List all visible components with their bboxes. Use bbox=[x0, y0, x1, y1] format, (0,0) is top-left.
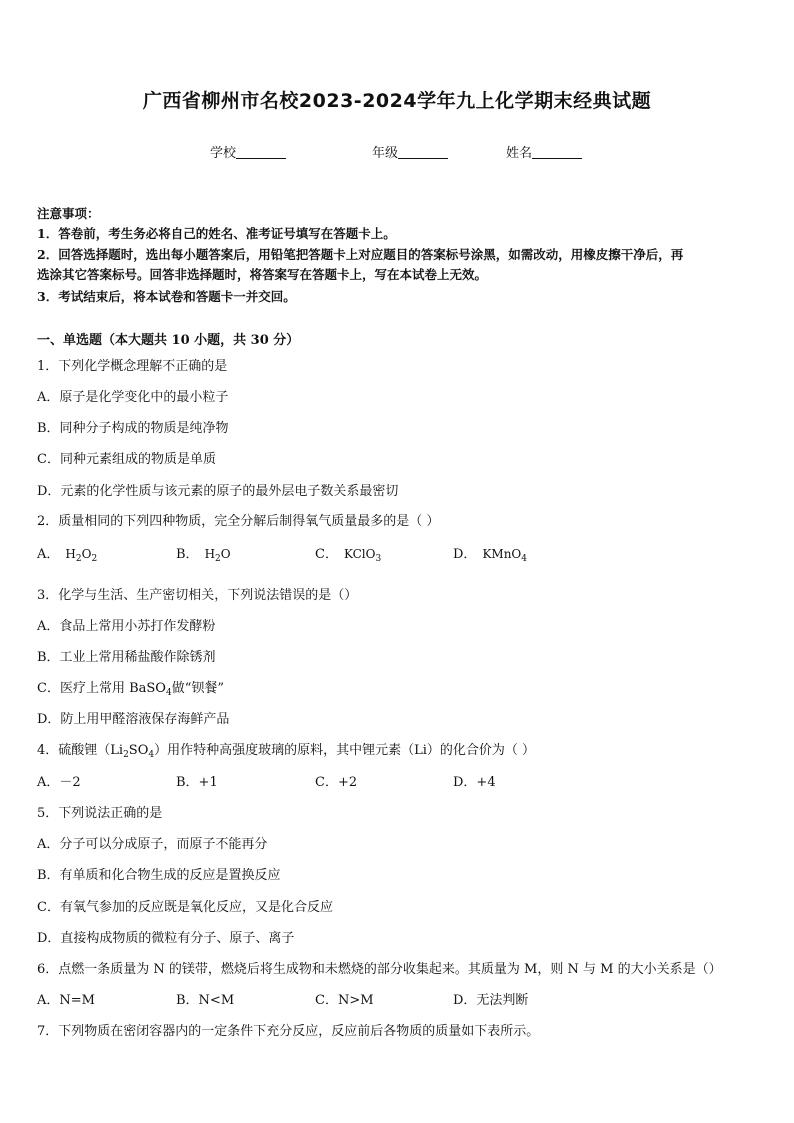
exam-title: 广西省柳州市名校2023-2024学年九上化学期末经典试题 bbox=[142, 90, 652, 112]
q1-option-b: B．同种分子构成的物质是纯净物 bbox=[37, 421, 229, 436]
q6-stem: 6．点燃一条质量为 N 的镁带，燃烧后将生成物和未燃烧的部分收集起来。其质量为 M，则 N 与 M 的大小关系是（） bbox=[37, 962, 722, 977]
q1-option-c: C．同种元素组成的物质是单质 bbox=[37, 452, 216, 467]
notice-heading: 注意事项： bbox=[37, 206, 100, 221]
notice-item-3: 3．考试结束后，将本试卷和答题卡一并交回。 bbox=[37, 289, 296, 304]
q2-option-d bbox=[453, 543, 527, 562]
notice-item-2: 2．回答选择题时，选出每小题答案后，用铅笔把答题卡上对应题目的答案标号涂黑，如需改动，用橡皮擦干净后，再 bbox=[37, 247, 684, 262]
section-heading: 一、单选题（本大题共 10 小题，共 30 分） bbox=[37, 333, 300, 348]
q2-option-b-formula: $H_2O$ bbox=[204, 547, 231, 564]
q7-stem: 7．下列物质在密闭容器内的一定条件下充分反应，反应前后各物质的质量如下表所示。 bbox=[37, 1024, 540, 1039]
q5-stem: 5．下列说法正确的是 bbox=[37, 806, 163, 821]
grade-field bbox=[372, 142, 448, 161]
q2-option-c-label: C． bbox=[315, 547, 338, 562]
q1-option-d: D．元素的化学性质与该元素的原子的最外层电子数关系最密切 bbox=[37, 484, 399, 499]
q2-option-d-label: D． bbox=[453, 547, 477, 562]
q2-option-a bbox=[37, 543, 97, 562]
q4-option-d: D．+4 bbox=[453, 775, 496, 790]
q2-option-c-formula: KClO$_3$ bbox=[343, 547, 382, 564]
q4-stem: 4．硫酸锂$(Li_2SO_4)$用作特种高强度玻璃的原料，其中锂元素（Li）的化合价为（ ） bbox=[37, 743, 536, 760]
q6-option-a: A．N=M bbox=[37, 993, 95, 1008]
name-blank bbox=[532, 145, 582, 159]
q3-stem: 3．化学与生活、生产密切相关，下列说法错误的是（） bbox=[37, 588, 358, 603]
q6-option-c: C．N>M bbox=[315, 993, 374, 1008]
grade-label: 年级 bbox=[372, 146, 399, 161]
q5-option-d: D．直接构成物质的微粒有分子、原子、离子 bbox=[37, 931, 295, 946]
q1-stem: 1．下列化学概念理解不正确的是 bbox=[37, 359, 228, 374]
q3-option-b: B．工业上常用稀盐酸作除锈剂 bbox=[37, 650, 216, 665]
school-field bbox=[210, 142, 286, 161]
q3-option-c: C．医疗上常用 BaSO$_4$做“钡餐” bbox=[37, 681, 224, 698]
name-label: 姓名 bbox=[506, 146, 533, 161]
q2-option-b-label: B． bbox=[176, 547, 199, 562]
q4-option-a: A．－2 bbox=[37, 775, 81, 790]
q2-stem: 2．质量相同的下列四种物质，完全分解后制得氧气质量最多的是（ ） bbox=[37, 514, 440, 529]
name-field bbox=[506, 142, 582, 161]
q3-option-a: A．食品上常用小苏打作发酵粉 bbox=[37, 619, 216, 634]
q3-option-d: D．防上用甲醛溶液保存海鲜产品 bbox=[37, 712, 230, 727]
school-label: 学校 bbox=[210, 146, 237, 161]
q1-option-a: A．原子是化学变化中的最小粒子 bbox=[37, 390, 229, 405]
grade-blank bbox=[398, 145, 448, 159]
notice-item-2-cont: 选涂其它答案标号。回答非选择题时，将答案写在答题卡上，写在本试卷上无效。 bbox=[37, 267, 488, 282]
q4-option-c: C．+2 bbox=[315, 775, 358, 790]
q5-option-c: C．有氧气参加的反应既是氧化反应，又是化合反应 bbox=[37, 900, 333, 915]
q2-option-c bbox=[315, 543, 381, 562]
q2-option-a-formula: $H_2O_2$ bbox=[65, 547, 98, 564]
q2-option-d-formula: KMnO$_4$ bbox=[482, 547, 527, 564]
q5-option-a: A．分子可以分成原子，而原子不能再分 bbox=[37, 837, 268, 852]
q5-option-b: B．有单质和化合物生成的反应是置换反应 bbox=[37, 868, 281, 883]
q6-option-d: D．无法判断 bbox=[453, 993, 529, 1008]
school-blank bbox=[236, 145, 286, 159]
q6-option-b: B．N<M bbox=[176, 993, 235, 1008]
q2-option-a-label: A． bbox=[37, 547, 60, 562]
notice-item-1: 1．答卷前，考生务必将自己的姓名、准考证号填写在答题卡上。 bbox=[37, 226, 396, 241]
q2-option-b bbox=[176, 543, 231, 562]
q4-option-b: B．+1 bbox=[176, 775, 218, 790]
